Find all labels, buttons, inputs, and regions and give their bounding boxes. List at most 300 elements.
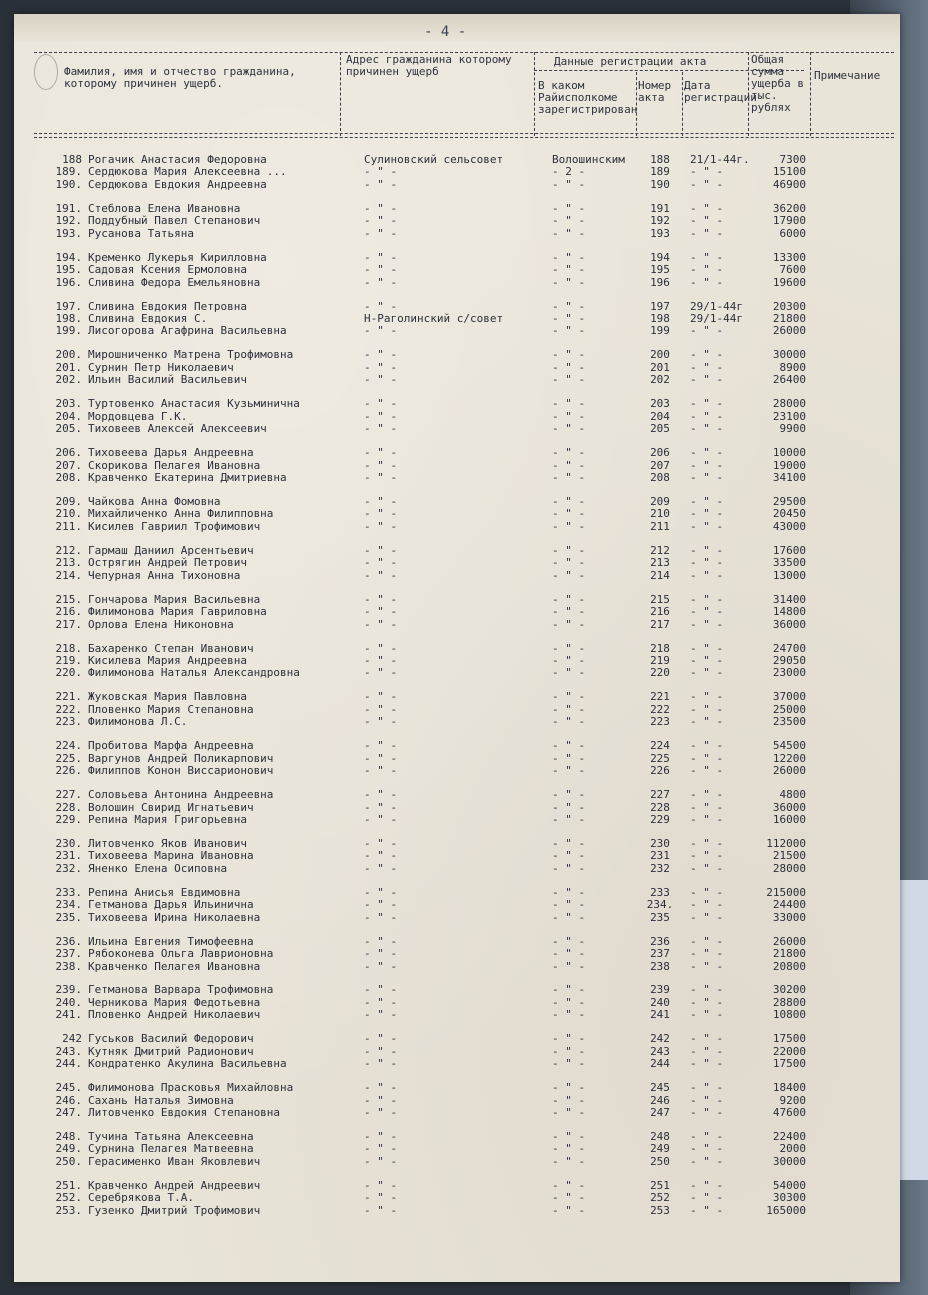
row-number: 211.: [55, 519, 82, 533]
act-number: 216: [650, 605, 670, 619]
registration-date: - " -: [690, 1178, 724, 1192]
damage-amount: 24400: [772, 898, 806, 912]
citizen-name: Сливина Евдокия Петровна: [88, 299, 247, 313]
citizen-address: - " -: [364, 1178, 398, 1192]
row-number: 196.: [55, 275, 82, 289]
damage-amount: 36000: [772, 617, 806, 631]
damage-amount: 23100: [772, 409, 806, 423]
citizen-address: - " -: [364, 849, 398, 863]
registration-date: - " -: [690, 348, 724, 362]
registration-office: - " -: [552, 275, 586, 289]
citizen-address: - " -: [364, 165, 398, 179]
registration-date: - " -: [690, 751, 724, 765]
damage-amount: 215000: [766, 885, 806, 899]
registration-office: - " -: [552, 556, 586, 570]
citizen-name: Мордовцева Г.К.: [88, 409, 188, 423]
registration-date: - " -: [690, 1044, 724, 1058]
row-number: 220.: [55, 666, 82, 680]
act-number: 236: [650, 934, 670, 948]
citizen-address: - " -: [364, 800, 398, 814]
row-number: 203.: [55, 397, 82, 411]
citizen-address: - " -: [364, 250, 398, 264]
citizen-name: Сахань Наталья Зимовна: [88, 1093, 234, 1107]
registration-date: - " -: [690, 458, 724, 472]
row-number: 216.: [55, 605, 82, 619]
damage-amount: 13000: [772, 568, 806, 582]
citizen-name: Репина Анисья Евдимовна: [88, 885, 241, 899]
act-number: 214: [650, 568, 670, 582]
damage-amount: 43000: [772, 519, 806, 533]
damage-amount: 54500: [772, 739, 806, 753]
citizen-name: Ильина Евгения Тимофеевна: [88, 934, 254, 948]
registration-date: - " -: [690, 519, 724, 533]
registration-date: - " -: [690, 836, 724, 850]
registration-office: - " -: [552, 360, 586, 374]
citizen-name: Тиховеева Марина Ивановна: [88, 849, 254, 863]
act-number: 188: [650, 153, 670, 166]
table-row: [14, 898, 900, 911]
damage-amount: 7300: [779, 153, 806, 166]
act-number: 248: [650, 1130, 670, 1143]
damage-amount: 21800: [772, 947, 806, 961]
registration-date: - " -: [690, 702, 724, 716]
row-number: 249.: [55, 1142, 82, 1156]
citizen-name: Кравченко Екатерина Дмитриевна: [88, 471, 287, 484]
citizen-address: - " -: [364, 910, 398, 924]
citizen-address: - " -: [364, 1203, 398, 1217]
damage-amount: 23000: [772, 666, 806, 680]
damage-amount: 28000: [772, 861, 806, 875]
act-number: 250: [650, 1154, 670, 1168]
registration-office: - " -: [552, 422, 586, 436]
act-number: 220: [650, 666, 670, 680]
damage-amount: 10000: [772, 446, 806, 460]
registration-office: - " -: [552, 995, 586, 1009]
registration-date: - " -: [690, 1106, 724, 1120]
row-number: 223.: [55, 715, 82, 729]
act-number: 195: [650, 263, 670, 277]
damage-amount: 19600: [772, 275, 806, 289]
damage-amount: 26000: [772, 324, 806, 338]
table-row: [14, 593, 900, 606]
registration-date: - " -: [690, 812, 724, 826]
citizen-address: - " -: [364, 1142, 398, 1156]
citizen-name: Кисилев Гавриил Трофимович: [88, 519, 261, 533]
table-row: [14, 446, 900, 459]
table-row: [14, 410, 900, 423]
registration-date: - " -: [690, 556, 724, 570]
damage-amount: 19000: [772, 458, 806, 472]
act-number: 235: [650, 910, 670, 924]
citizen-address: - " -: [364, 507, 398, 521]
citizen-address: - " -: [364, 556, 398, 570]
act-number: 215: [650, 592, 670, 606]
row-number: 190.: [55, 177, 82, 191]
citizen-name: Чепурная Анна Тихоновна: [88, 568, 241, 582]
act-number: 213: [650, 556, 670, 570]
row-number: 218.: [55, 641, 82, 655]
registration-office: - " -: [552, 458, 586, 472]
citizen-address: - " -: [364, 995, 398, 1009]
citizen-name: Рябоконева Ольга Лаврионовна: [88, 947, 274, 961]
citizen-address: - " -: [364, 885, 398, 899]
damage-amount: 17500: [772, 1032, 806, 1046]
row-number: 205.: [55, 422, 82, 436]
act-number: 239: [650, 983, 670, 997]
registration-office: - " -: [552, 409, 586, 423]
table-row: [14, 1130, 900, 1143]
damage-amount: 26000: [772, 934, 806, 948]
citizen-address: - " -: [364, 263, 398, 277]
row-number: 233.: [55, 885, 82, 899]
row-number: 243.: [55, 1044, 82, 1058]
header-act-number: Номер акта: [638, 79, 672, 104]
table-row: [14, 1142, 900, 1155]
table-row: [14, 495, 900, 508]
table-row: [14, 703, 900, 716]
act-number: 241: [650, 1008, 670, 1022]
act-number: 230: [650, 836, 670, 850]
act-number: 249: [650, 1142, 670, 1156]
damage-amount: 9200: [779, 1093, 806, 1107]
registration-date: - " -: [690, 165, 724, 179]
citizen-address: - " -: [364, 1130, 398, 1143]
table-row: [14, 1204, 900, 1217]
citizen-name: Гетманова Дарья Ильинична: [88, 898, 254, 912]
registration-date: - " -: [690, 739, 724, 753]
header-date: Дата регистрации: [684, 79, 757, 104]
act-number: 234.: [646, 898, 674, 912]
act-number: 193: [650, 226, 670, 240]
registration-date: - " -: [690, 983, 724, 997]
citizen-address: - " -: [364, 1032, 398, 1046]
registration-office: Волошинским: [552, 153, 625, 166]
act-number: 222: [650, 702, 670, 716]
damage-amount: 7600: [779, 263, 806, 277]
registration-office: - " -: [552, 934, 586, 948]
citizen-name: Орлова Елена Никоновна: [88, 617, 234, 631]
registration-office: - " -: [552, 1057, 586, 1071]
citizen-name: Филимонова Наталья Александровна: [88, 666, 300, 680]
registration-date: - " -: [690, 1081, 724, 1095]
citizen-name: Сердюкова Мария Алексеевна ...: [88, 165, 287, 179]
registration-office: - " -: [552, 702, 586, 716]
table-row: [14, 1008, 900, 1021]
table-row: [14, 153, 900, 166]
row-number: 213.: [55, 556, 82, 570]
registration-date: - " -: [690, 910, 724, 924]
citizen-address: - " -: [364, 898, 398, 912]
registration-office: - " -: [552, 764, 586, 778]
act-number: 200: [650, 348, 670, 362]
row-number: 228.: [55, 800, 82, 814]
row-number: 231.: [55, 849, 82, 863]
citizen-name: Пловенко Андрей Николаевич: [88, 1008, 261, 1022]
damage-amount: 34100: [772, 471, 806, 484]
registration-office: - " -: [552, 605, 586, 619]
citizen-name: Гузенко Дмитрий Трофимович: [88, 1203, 261, 1217]
table-row: [14, 348, 900, 361]
damage-amount: 46900: [772, 177, 806, 191]
table-row: [14, 886, 900, 899]
act-number: 240: [650, 995, 670, 1009]
registration-office: - " -: [552, 312, 586, 325]
act-number: 221: [650, 690, 670, 704]
citizen-address: Сулиновский сельсовет: [364, 153, 504, 166]
row-number: 199.: [55, 324, 82, 338]
table-row: [14, 690, 900, 703]
registration-office: - " -: [552, 1191, 586, 1205]
registration-office: - " -: [552, 1130, 586, 1143]
row-number: 227.: [55, 788, 82, 802]
table-row: [14, 605, 900, 618]
damage-amount: 22400: [772, 1130, 806, 1143]
citizen-address: - " -: [364, 715, 398, 729]
row-number: 236.: [55, 934, 82, 948]
citizen-name: Ильин Василий Васильевич: [88, 373, 247, 387]
citizen-name: Сурнина Пелагея Матвеевна: [88, 1142, 254, 1156]
registration-date: - " -: [690, 885, 724, 899]
citizen-address: - " -: [364, 397, 398, 411]
row-number: 208.: [55, 471, 82, 484]
col-divider-6: [810, 52, 811, 136]
header-note: Примечание: [814, 69, 881, 82]
citizen-address: - " -: [364, 1081, 398, 1095]
damage-amount: 22000: [772, 1044, 806, 1058]
registration-office: - " -: [552, 348, 586, 362]
table-row: [14, 520, 900, 533]
registration-date: - " -: [690, 764, 724, 778]
citizen-address: - " -: [364, 324, 398, 338]
citizen-address: - " -: [364, 1008, 398, 1022]
row-number: 234.: [55, 898, 82, 912]
registration-date: - " -: [690, 446, 724, 460]
table-row: [14, 556, 900, 569]
table-row: [14, 312, 900, 325]
registration-office: - " -: [552, 666, 586, 680]
citizen-name: Русанова Татьяна: [88, 226, 194, 240]
citizen-name: Сердюкова Евдокия Андреевна: [88, 177, 267, 191]
registration-office: - " -: [552, 177, 586, 191]
registration-date: - " -: [690, 1203, 724, 1217]
table-row: [14, 202, 900, 215]
citizen-address: - " -: [364, 177, 398, 191]
citizen-name: Жуковская Мария Павловна: [88, 690, 247, 704]
damage-amount: 25000: [772, 702, 806, 716]
citizen-name: Рогачик Анастасия Федоровна: [88, 153, 267, 166]
header-address: Адрес гражданина которому причинен ущерб: [346, 53, 512, 78]
act-number: 226: [650, 764, 670, 778]
row-number: 248.: [55, 1130, 82, 1143]
registration-date: - " -: [690, 409, 724, 423]
registration-office: - " -: [552, 983, 586, 997]
row-number: 239.: [55, 983, 82, 997]
citizen-address: - " -: [364, 422, 398, 436]
table-row: [14, 300, 900, 313]
registration-office: - " -: [552, 885, 586, 899]
col-divider-2: [534, 52, 535, 136]
citizen-name: Пловенко Мария Степановна: [88, 702, 254, 716]
registration-office: - " -: [552, 1154, 586, 1168]
registration-date: - " -: [690, 995, 724, 1009]
registration-office: - " -: [552, 690, 586, 704]
registration-date: - " -: [690, 568, 724, 582]
registration-date: - " -: [690, 397, 724, 411]
citizen-address: - " -: [364, 373, 398, 387]
table-row: [14, 911, 900, 924]
citizen-address: - " -: [364, 812, 398, 826]
citizen-address: - " -: [364, 1093, 398, 1107]
table-row: [14, 227, 900, 240]
citizen-address: - " -: [364, 983, 398, 997]
act-number: 209: [650, 494, 670, 508]
table-row: [14, 1045, 900, 1058]
registration-date: - " -: [690, 373, 724, 387]
row-number: 215.: [55, 592, 82, 606]
citizen-name: Острягин Андрей Петрович: [88, 556, 247, 570]
registration-date: - " -: [690, 849, 724, 863]
damage-amount: 20450: [772, 507, 806, 521]
act-number: 217: [650, 617, 670, 631]
header-office: В каком Райисполкоме зарегистрирован: [538, 79, 638, 116]
row-number: 252.: [55, 1191, 82, 1205]
table-row: [14, 666, 900, 679]
registration-office: - " -: [552, 299, 586, 313]
registration-office: - " -: [552, 1178, 586, 1192]
act-number: 231: [650, 849, 670, 863]
citizen-address: - " -: [364, 1044, 398, 1058]
row-number: 204.: [55, 409, 82, 423]
citizen-address: - " -: [364, 226, 398, 240]
table-row: [14, 1155, 900, 1168]
citizen-name: Гончарова Мария Васильевна: [88, 592, 261, 606]
row-number: 192.: [55, 214, 82, 228]
registration-office: - " -: [552, 446, 586, 460]
registration-date: - " -: [690, 653, 724, 667]
registration-office: - " -: [552, 1142, 586, 1156]
registration-date: - " -: [690, 250, 724, 264]
damage-amount: 36200: [772, 201, 806, 215]
table-row: [14, 471, 900, 484]
citizen-address: - " -: [364, 861, 398, 875]
table-row: [14, 214, 900, 227]
citizen-address: - " -: [364, 360, 398, 374]
table-row: [14, 1032, 900, 1045]
act-number: 253: [650, 1203, 670, 1217]
document-sheet: [14, 14, 900, 1282]
citizen-address: - " -: [364, 1191, 398, 1205]
citizen-address: Н-Раголинский с/совет: [364, 312, 504, 325]
act-number: 211: [650, 519, 670, 533]
row-number: 189.: [55, 165, 82, 179]
citizen-name: Кравченко Пелагея Ивановна: [88, 959, 261, 973]
act-number: 205: [650, 422, 670, 436]
table-row: [14, 569, 900, 582]
damage-amount: 112000: [766, 836, 806, 850]
citizen-address: - " -: [364, 934, 398, 948]
registration-office: - " -: [552, 849, 586, 863]
registration-date: - " -: [690, 934, 724, 948]
row-number: 226.: [55, 764, 82, 778]
act-number: 198: [650, 312, 670, 325]
registration-office: - " -: [552, 898, 586, 912]
table-row: [14, 422, 900, 435]
registration-date: - " -: [690, 800, 724, 814]
col-divider-1: [340, 52, 341, 136]
citizen-address: - " -: [364, 348, 398, 362]
citizen-address: - " -: [364, 1057, 398, 1071]
registration-date: 21/1-44г.: [690, 153, 750, 166]
citizen-name: Гармаш Даниил Арсентьевич: [88, 543, 254, 557]
registration-office: - " -: [552, 373, 586, 387]
act-number: 202: [650, 373, 670, 387]
citizen-name: Филимонова Мария Гавриловна: [88, 605, 267, 619]
citizen-name: Волошин Свирид Игнатьевич: [88, 800, 254, 814]
row-number: 229.: [55, 812, 82, 826]
table-row: [14, 324, 900, 337]
citizen-name: Варгунов Андрей Поликарпович: [88, 751, 274, 765]
act-number: 203: [650, 397, 670, 411]
registration-office: - " -: [552, 494, 586, 508]
citizen-name: Туртовенко Анастасия Кузьминична: [88, 397, 300, 411]
citizen-address: - " -: [364, 201, 398, 215]
damage-amount: 31400: [772, 592, 806, 606]
damage-amount: 4800: [779, 788, 806, 802]
citizen-address: - " -: [364, 947, 398, 961]
table-row: [14, 837, 900, 850]
registration-office: - 2 -: [552, 165, 586, 179]
act-number: 233: [650, 885, 670, 899]
row-number: 230.: [55, 836, 82, 850]
registration-date: - " -: [690, 1191, 724, 1205]
registration-office: - " -: [552, 641, 586, 655]
row-number: 188: [62, 153, 82, 166]
row-number: 245.: [55, 1081, 82, 1095]
table-row: [14, 1106, 900, 1119]
citizen-name: Гуськов Василий Федорович: [88, 1032, 254, 1046]
citizen-address: - " -: [364, 1154, 398, 1168]
damage-amount: 29500: [772, 494, 806, 508]
citizen-address: - " -: [364, 494, 398, 508]
registration-office: - " -: [552, 568, 586, 582]
citizen-name: Мирошниченко Матрена Трофимовна: [88, 348, 294, 362]
citizen-name: Репина Мария Григорьевна: [88, 812, 247, 826]
citizen-address: - " -: [364, 702, 398, 716]
citizen-address: - " -: [364, 471, 398, 484]
table-row: [14, 263, 900, 276]
citizen-name: Филиппов Конон Виссарионович: [88, 764, 274, 778]
registration-date: - " -: [690, 226, 724, 240]
registration-office: - " -: [552, 1044, 586, 1058]
act-number: 225: [650, 751, 670, 765]
row-number: 222.: [55, 702, 82, 716]
act-number: 196: [650, 275, 670, 289]
registration-date: - " -: [690, 592, 724, 606]
row-number: 214.: [55, 568, 82, 582]
act-number: 224: [650, 739, 670, 753]
act-number: 223: [650, 715, 670, 729]
registration-date: - " -: [690, 263, 724, 277]
row-number: 221.: [55, 690, 82, 704]
row-number: 202.: [55, 373, 82, 387]
damage-amount: 18400: [772, 1081, 806, 1095]
damage-amount: 33500: [772, 556, 806, 570]
registration-office: - " -: [552, 947, 586, 961]
registration-date: - " -: [690, 861, 724, 875]
table-row: [14, 996, 900, 1009]
act-number: 247: [650, 1106, 670, 1120]
citizen-name: Герасименко Иван Яковлевич: [88, 1154, 261, 1168]
